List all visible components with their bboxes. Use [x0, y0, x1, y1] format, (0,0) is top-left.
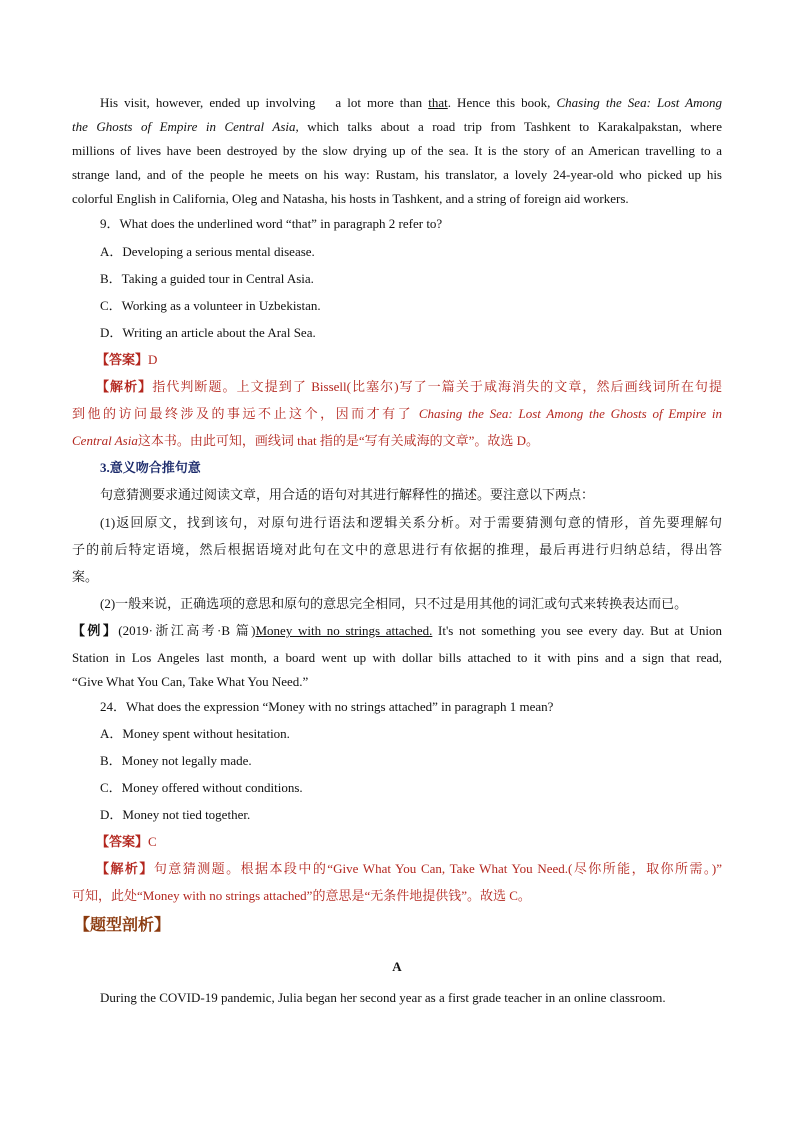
- q9-option-c: C．Working as a volunteer in Uzbekistan.: [100, 298, 321, 313]
- point-1-line-1: (1)返回原文，找到该句，对原句进行语法和逻辑关系分析。对于需要猜测句意的情形，首先要理解句: [100, 515, 722, 530]
- point-2: (2)一般来说，正确选项的意思和原句的意思完全相同，只不过是用其他的词汇或句式来转换表达而已。: [100, 596, 688, 611]
- q9-option-a: A．Developing a serious mental disease.: [100, 244, 315, 259]
- q24-option-c: C．Money offered without conditions.: [100, 780, 303, 795]
- q9-option-b: B．Taking a guided tour in Central Asia.: [100, 271, 314, 286]
- q24-option-a: A．Money spent without hesitation.: [100, 726, 290, 741]
- passage-line-2: the Ghosts of Empire in Central Asia, which talks about a road trip from Tashkent to Karakalpakstan, where: [72, 119, 723, 134]
- question-9: 9．What does the underlined word “that” in paragraph 2 refer to?: [100, 216, 443, 231]
- q24-analysis-line-2: 可知，此处“Money with no strings attached”的意思是“无条件地提供钱”。故选 C。: [72, 888, 531, 903]
- q24-answer: 【答案】C: [96, 834, 157, 849]
- q24-analysis-line-1: 【解析】句意猜测题。根据本段中的“Give What You Can, Take What You Need.(尽你所能，取你所需。)”: [96, 861, 722, 876]
- passage-a-title: A: [392, 959, 402, 974]
- section-3-intro: 句意猜测要求通过阅读文章，用合适的语句对其进行解释性的描述。要注意以下两点：: [100, 487, 595, 502]
- q9-answer: 【答案】D: [96, 352, 158, 367]
- underlined-that: that: [428, 95, 448, 110]
- passage-line-5: colorful English in California, Oleg and Natasha, his hosts in Tashkent, and a string of foreign aid workers.: [72, 191, 629, 206]
- passage-line-1: His visit, however, ended up involving a lot more than that. Hence this book, Chasing the Sea: Lost Among: [100, 95, 723, 110]
- passage-line-3: millions of lives have been destroyed by the slow drying up of the sea. It is the story of an American travelling to a: [72, 143, 722, 158]
- question-24: 24．What does the expression “Money with no strings attached” in paragraph 1 mean?: [100, 699, 554, 714]
- passage-line-4: strange land, and of the people he meets on his way: Rustam, his translator, a lovely 24-year-old who picked up his: [72, 167, 722, 182]
- q24-option-d: D．Money not tied together.: [100, 807, 251, 822]
- q9-analysis-line-1: 【解析】指代判断题。上文提到了 Bissell(比塞尔)写了一篇关于咸海消失的文章，然后画线词所在句提: [96, 379, 722, 394]
- example-line-3: “Give What You Can, Take What You Need.”: [72, 674, 309, 689]
- q9-analysis-line-3: Central Asia这本书。由此可知，画线词 that 指的是“写有关咸海的文章”。故选 D。: [72, 433, 540, 448]
- point-1-line-2: 子的前后特定语境，然后根据语境对此句在文中的意思进行有依据的推理，最后再进行归纳总结，得出答: [72, 542, 722, 557]
- passage-a-line-1: During the COVID-19 pandemic, Julia began her second year as a first grade teacher in an online classroom.: [100, 990, 666, 1005]
- book-title: Chasing the Sea: Lost Among: [556, 95, 723, 110]
- point-1-line-3: 案。: [72, 569, 99, 584]
- example-line-2: Station in Los Angeles last month, a board went up with dollar bills attached to it with pins and a sign that read,: [72, 650, 722, 665]
- q24-option-b: B．Money not legally made.: [100, 753, 252, 768]
- section-3-heading: 3.意义吻合推句意: [100, 460, 201, 475]
- q9-analysis-line-2: 到他的访问最终涉及的事远不止这个，因而才有了 Chasing the Sea: Lost Among the Ghosts of Empire in: [72, 406, 722, 421]
- q9-option-d: D．Writing an article about the Aral Sea.: [100, 325, 316, 340]
- section-heading: 【题型剖析】: [74, 917, 171, 934]
- example-line-1: 【例】(2019·浙江高考·B 篇)Money with no strings attached. It's not something you see every day. But at Union: [72, 623, 722, 638]
- underlined-expression: Money with no strings attached.: [255, 623, 433, 638]
